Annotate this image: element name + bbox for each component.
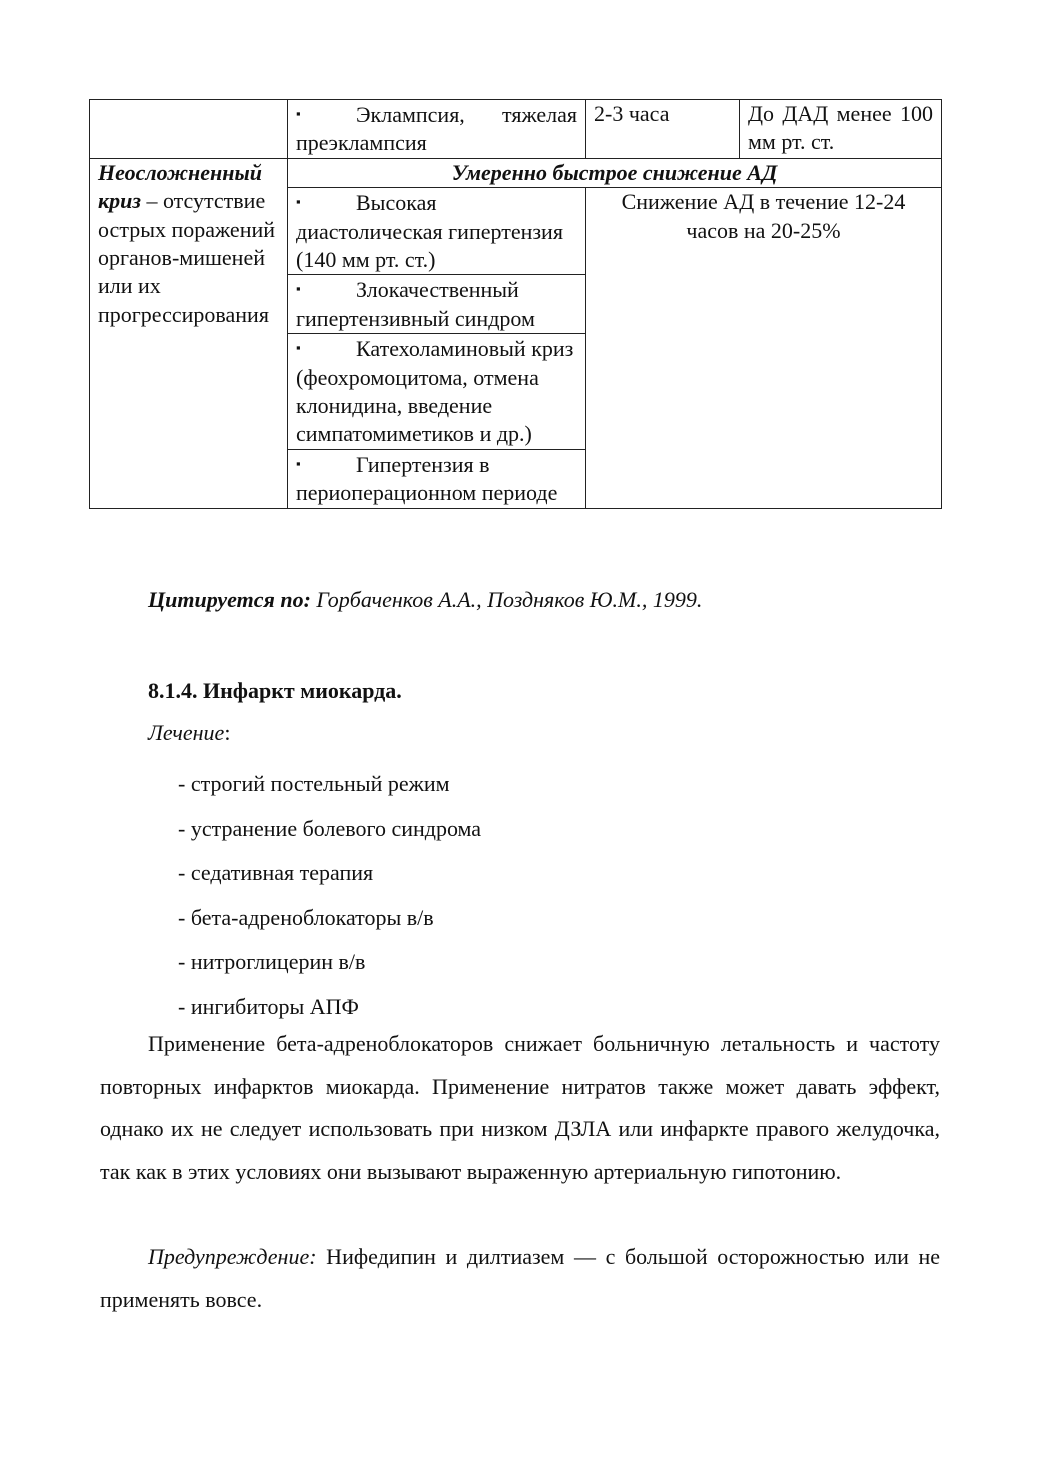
bullet-icon: ▪ bbox=[296, 106, 301, 121]
warning-label: Предупреждение: bbox=[148, 1244, 317, 1269]
crisis-type-name: Неосложненный криз bbox=[98, 159, 262, 214]
condition-cell: ▪ Гипертензия в периоперационном периоде bbox=[288, 449, 586, 508]
warning-text: Нифедипин и дилтиазем — с большой осторожностью или не применять вовсе. bbox=[100, 1244, 940, 1312]
reduction-goal-cell: Снижение АД в течение 12-24 часов на 20-25% bbox=[586, 188, 942, 508]
list-item: - ингибиторы АПФ bbox=[178, 993, 359, 1019]
list-item: - устранение болевого синдрома bbox=[178, 815, 482, 841]
goal-cell: До ДАД менее 100 мм рт. ст. bbox=[740, 100, 942, 159]
citation bbox=[148, 585, 702, 615]
citation-label: Цитируется по: bbox=[148, 587, 311, 612]
treatment-list bbox=[178, 762, 481, 1030]
table-row-eclampsia bbox=[90, 100, 942, 159]
bullet-icon: ▪ bbox=[296, 455, 301, 471]
paragraph-beta-blockers: Применение бета-адреноблокаторов снижает больничную летальность и частоту повторных инфарктов миокарда. Применение нитратов также может давать эффект, однако их не следует использовать при низком ДЗЛА или инфаркте правого желудочка, так как в этих условиях они вызывают выраженную артериальную гипотонию. bbox=[100, 1031, 940, 1184]
crisis-table bbox=[89, 99, 942, 509]
bullet-icon: ▪ bbox=[296, 194, 301, 210]
crisis-type-description: отсутствие острых поражений органов-мишеней или их прогрессирования bbox=[98, 188, 276, 327]
bullet-icon: ▪ bbox=[296, 281, 301, 297]
reduction-header: Умеренно быстрое снижение АД bbox=[288, 158, 942, 187]
list-item: - бета-адреноблокаторы в/в bbox=[178, 904, 434, 930]
empty-cell bbox=[90, 100, 288, 159]
section-heading: 8.1.4. Инфаркт миокарда. bbox=[148, 678, 402, 703]
treatment-label: Лечение: bbox=[148, 720, 231, 745]
list-item: - нитроглицерин в/в bbox=[178, 949, 366, 975]
list-item: - строгий постельный режим bbox=[178, 771, 450, 796]
condition-cell: ▪ Эклампсия, тяжелая преэклампсия bbox=[288, 100, 586, 159]
crisis-type-cell: Неосложненный криз – отсутствие острых поражений органов-мишеней или их прогрессирования bbox=[90, 158, 288, 508]
condition-cell: ▪ Катехоламиновый криз (феохромоцитома, отмена клонидина, введение симпатомиметиков и др.) bbox=[288, 334, 586, 450]
list-item: - седативная терапия bbox=[178, 860, 374, 886]
time-cell: 2-3 часа bbox=[586, 100, 740, 159]
paragraph-warning bbox=[100, 1236, 940, 1321]
bullet-icon: ▪ bbox=[296, 340, 301, 356]
condition-cell: ▪ Высокая диастолическая гипертензия (140 мм рт. ст.) bbox=[288, 188, 586, 275]
condition-cell: ▪ Злокачественный гипертензивный синдром bbox=[288, 275, 586, 334]
table-row-uncomplicated-header bbox=[90, 158, 942, 187]
citation-source: Горбаченков А.А., Поздняков Ю.М., 1999. bbox=[310, 587, 703, 612]
